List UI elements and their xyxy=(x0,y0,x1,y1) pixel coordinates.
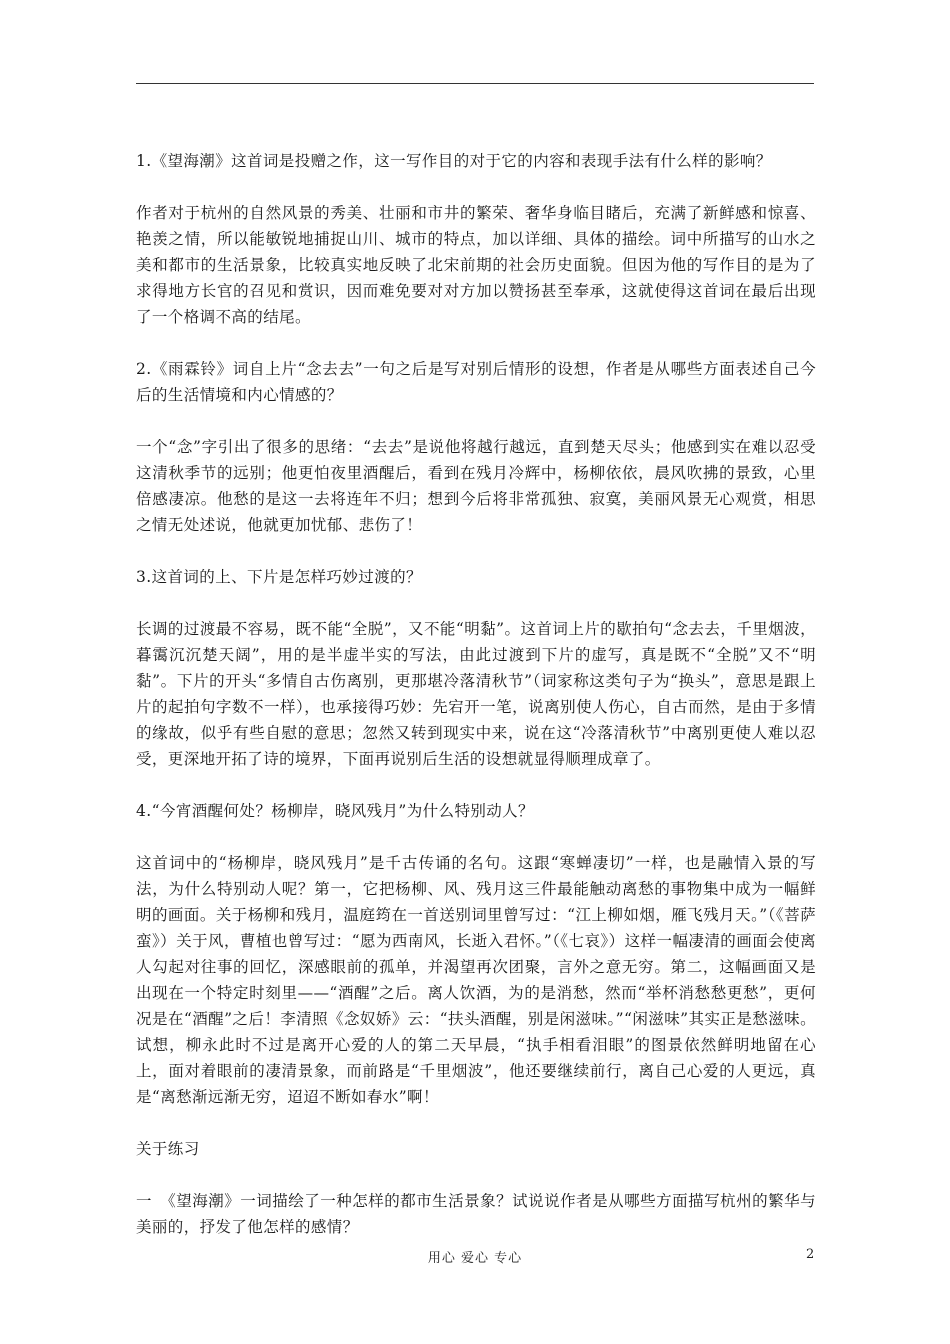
answer-1: 作者对于杭州的自然风景的秀美、壮丽和市井的繁荣、奢华身临目睹后，充满了新鲜感和惊喜、艳羡之情，所以能敏锐地捕捉山川、城市的特点，加以详细、具体的描绘。词中所描写的山水之美和都市的生活景象，比较真实地反映了北宋前期的社会历史面貌。但因为他的写作目的是为了求得地方长官的召见和赏识，因而难免要对对方加以赞扬甚至奉承，这就使得这首词在最后出现了一个格调不高的结尾。 xyxy=(136,204,816,326)
answer-4: 这首词中的“杨柳岸，晓风残月”是千古传诵的名句。这跟“寒蝉凄切”一样，也是融情入景的写法，为什么特别动人呢？第一，它把杨柳、风、残月这三件最能触动离愁的事物集中成为一幅鲜明的画面。关于杨柳和残月，温庭筠在一首送别词里曾写过：“江上柳如烟，雁飞残月天。”（《菩萨蛮》）关于风，曹植也曾写过：“愿为西南风，长逝入君怀。”（《七哀》）这样一幅凄清的画面会使离人勾起对往事的回忆，深感眼前的孤单，并渴望再次团聚，言外之意无穷。第二，这幅画面又是出现在一个特定时刻里——“酒醒”之后。离人饮酒，为的是消愁，然而“举杯消愁愁更愁”，更何况是在“酒醒”之后！李清照《念奴娇》云：“扶头酒醒，别是闲滋味。”“闲滋味”其实正是愁滋味。试想，柳永此时不过是离开心爱的人的第二天早晨，“执手相看泪眼”的图景依然鲜明地留在心上，面对着眼前的凄清景象，而前路是“千里烟波”，他还要继续前行，离自己心爱的人更远，真是“离愁渐远渐无穷，迢迢不断如春水”啊！ xyxy=(136,854,816,1106)
document-body xyxy=(136,148,816,1266)
footer-text: 用心 爱心 专心 xyxy=(427,1251,523,1266)
page-footer xyxy=(0,1247,950,1267)
page-number: 2 xyxy=(806,1247,815,1262)
question-3: 3.这首词的上、下片是怎样巧妙过渡的？ xyxy=(136,568,422,586)
section-heading: 关于练习 xyxy=(136,1140,200,1158)
answer-2: 一个“念”字引出了很多的思绪：“去去”是说他将越行越远，直到楚天尽头；他感到实在难以忍受这清秋季节的远别；他更怕夜里酒醒后，看到在残月冷辉中，杨柳依依，晨风吹拂的景致，心里倍感凄凉。他愁的是这一去将连年不归；想到今后将非常孤独、寂寞，美丽风景无心观赏，相思之情无处述说，他就更加忧郁、悲伤了！ xyxy=(136,438,816,534)
question-2: 2.《雨霖铃》词自上片“念去去”一句之后是写对别后情形的设想，作者是从哪些方面表述自己今后的生活情境和内心情感的？ xyxy=(136,360,816,404)
question-1: 1.《望海潮》这首词是投赠之作，这一写作目的对于它的内容和表现手法有什么样的影响？ xyxy=(136,152,772,170)
exercise-1: 一 《望海潮》一词描绘了一种怎样的都市生活景象？试说说作者是从哪些方面描写杭州的繁华与美丽的，抒发了他怎样的感情？ xyxy=(136,1192,816,1236)
question-4: 4.“今宵酒醒何处？杨柳岸，晓风残月”为什么特别动人？ xyxy=(136,802,534,820)
header-rule xyxy=(136,83,814,84)
answer-3: 长调的过渡最不容易，既不能“全脱”，又不能“明黏”。这首词上片的歇拍句“念去去，千里烟波，暮霭沉沉楚天阔”，用的是半虚半实的写法，由此过渡到下片的虚写，真是既不“全脱”又不“明黏”。下片的开头“多情自古伤离别，更那堪冷落清秋节”（词家称这类句子为“换头”，意思是跟上片的起拍句字数不一样），也承接得巧妙：先宕开一笔，说离别使人伤心，自古而然，是由于多情的缘故，似乎有些自慰的意思；忽然又转到现实中来，说在这“冷落清秋节”中离别更使人难以忍受，更深地开拓了诗的境界，下面再说别后生活的设想就显得顺理成章了。 xyxy=(136,620,816,768)
